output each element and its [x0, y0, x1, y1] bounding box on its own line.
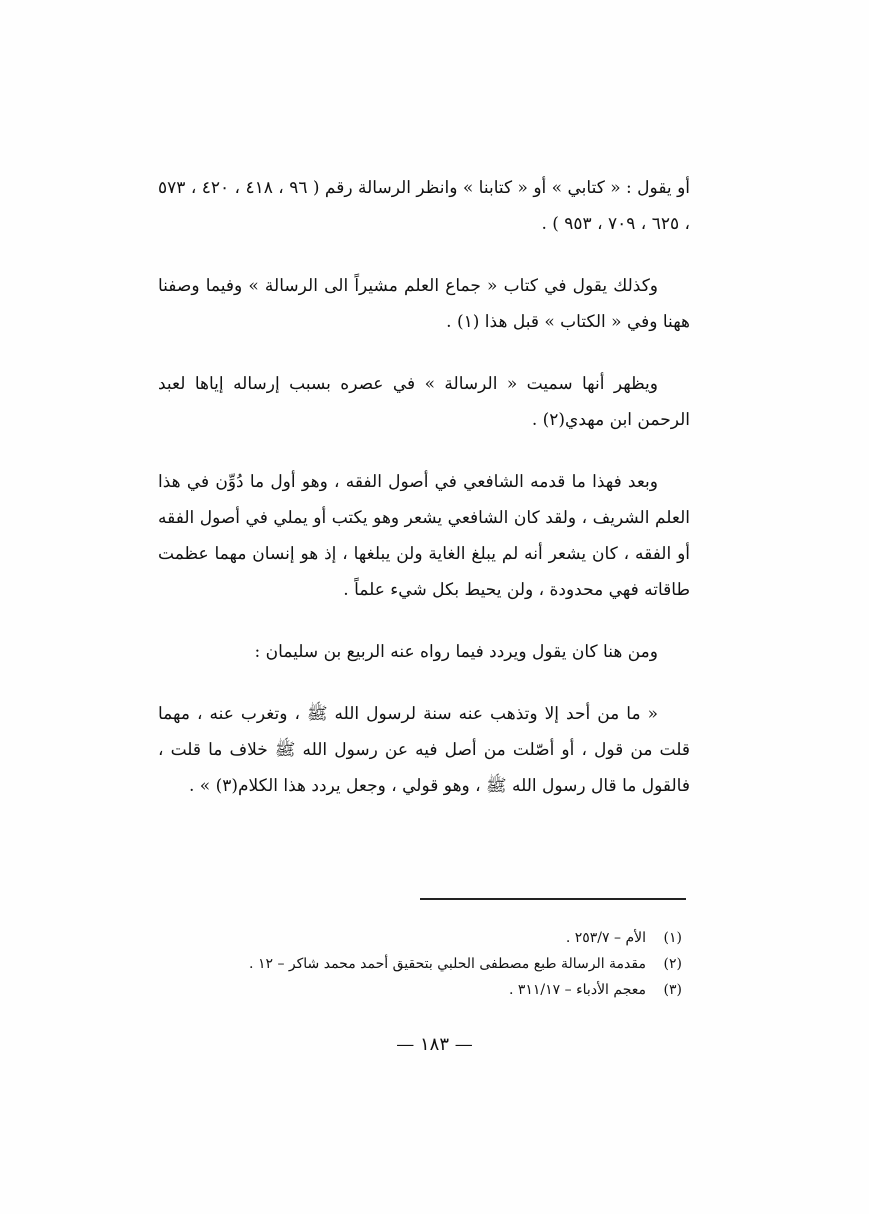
paragraph-shafii-quote: « ما من أحد إلا وتذهب عنه سنة لرسول الله ﷺ ، وتغرب عنه ، مهما قلت من قول ، أو أصّلت من أصل فيه عن رسول الله ﷺ خلاف ما قلت ، فالقول ما قال رسول الله ﷺ ، وهو قولي ، وجعل يردد هذا الكلام(٣) » .: [158, 704, 690, 796]
footnote-item: [150, 951, 682, 977]
paragraph-shafii-contribution: وبعد فهذا ما قدمه الشافعي في أصول الفقه ، وهو أول ما دُوِّن في هذا العلم الشريف ، ولقد كان الشافعي يشعر وهو يكتب أو يملي في أصول الفقه أو الفقه ، كان يشعر أنه لم يبلغ الغاية ولن يبلغها ، إذ هو إنسان مهما عظمت طاقاته فهي محدودة ، ولن يحيط بكل شيء علماً .: [158, 472, 690, 600]
footnote-item: [150, 977, 682, 1003]
footnote-number: (١): [663, 930, 682, 946]
page-number: — ١٨٣ —: [396, 1034, 473, 1055]
footnote-divider: [420, 898, 686, 900]
footnote-number: (٢): [663, 956, 682, 972]
paragraph-jima-al-ilm: وكذلك يقول في كتاب « جماع العلم مشيراً الى الرسالة » وفيما وصفنا ههنا وفي « الكتاب » قبل هذا (١) .: [158, 276, 690, 332]
footnotes: [150, 925, 682, 1003]
paragraph-book-references: أو يقول : « كتابي » أو « كتابنا » وانظر الرسالة رقم ( ٩٦ ، ٤١٨ ، ٤٢٠ ، ٥٧٣ ، ٦٢٥ ، ٧٠٩ ، ٩٥٣ ) .: [158, 178, 690, 234]
paragraph-risala-naming: ويظهر أنها سميت « الرسالة » في عصره بسبب إرساله إياها لعبد الرحمن ابن مهدي(٢) .: [158, 374, 690, 430]
main-text: [158, 170, 690, 804]
footnote-text: معجم الأدباء – ٣١١/١٧ .: [508, 982, 646, 998]
paragraph-rabi-narration-intro: ومن هنا كان يقول ويردد فيما رواه عنه الربيع بن سليمان :: [254, 642, 658, 662]
footnote-number: (٣): [663, 982, 682, 998]
footnote-item: [150, 925, 682, 951]
footnote-text: الأم – ٢٥٣/٧ .: [565, 930, 646, 946]
footnote-text: مقدمة الرسالة طبع مصطفى الحلبي بتحقيق أحمد محمد شاكر – ١٢ .: [249, 956, 646, 972]
